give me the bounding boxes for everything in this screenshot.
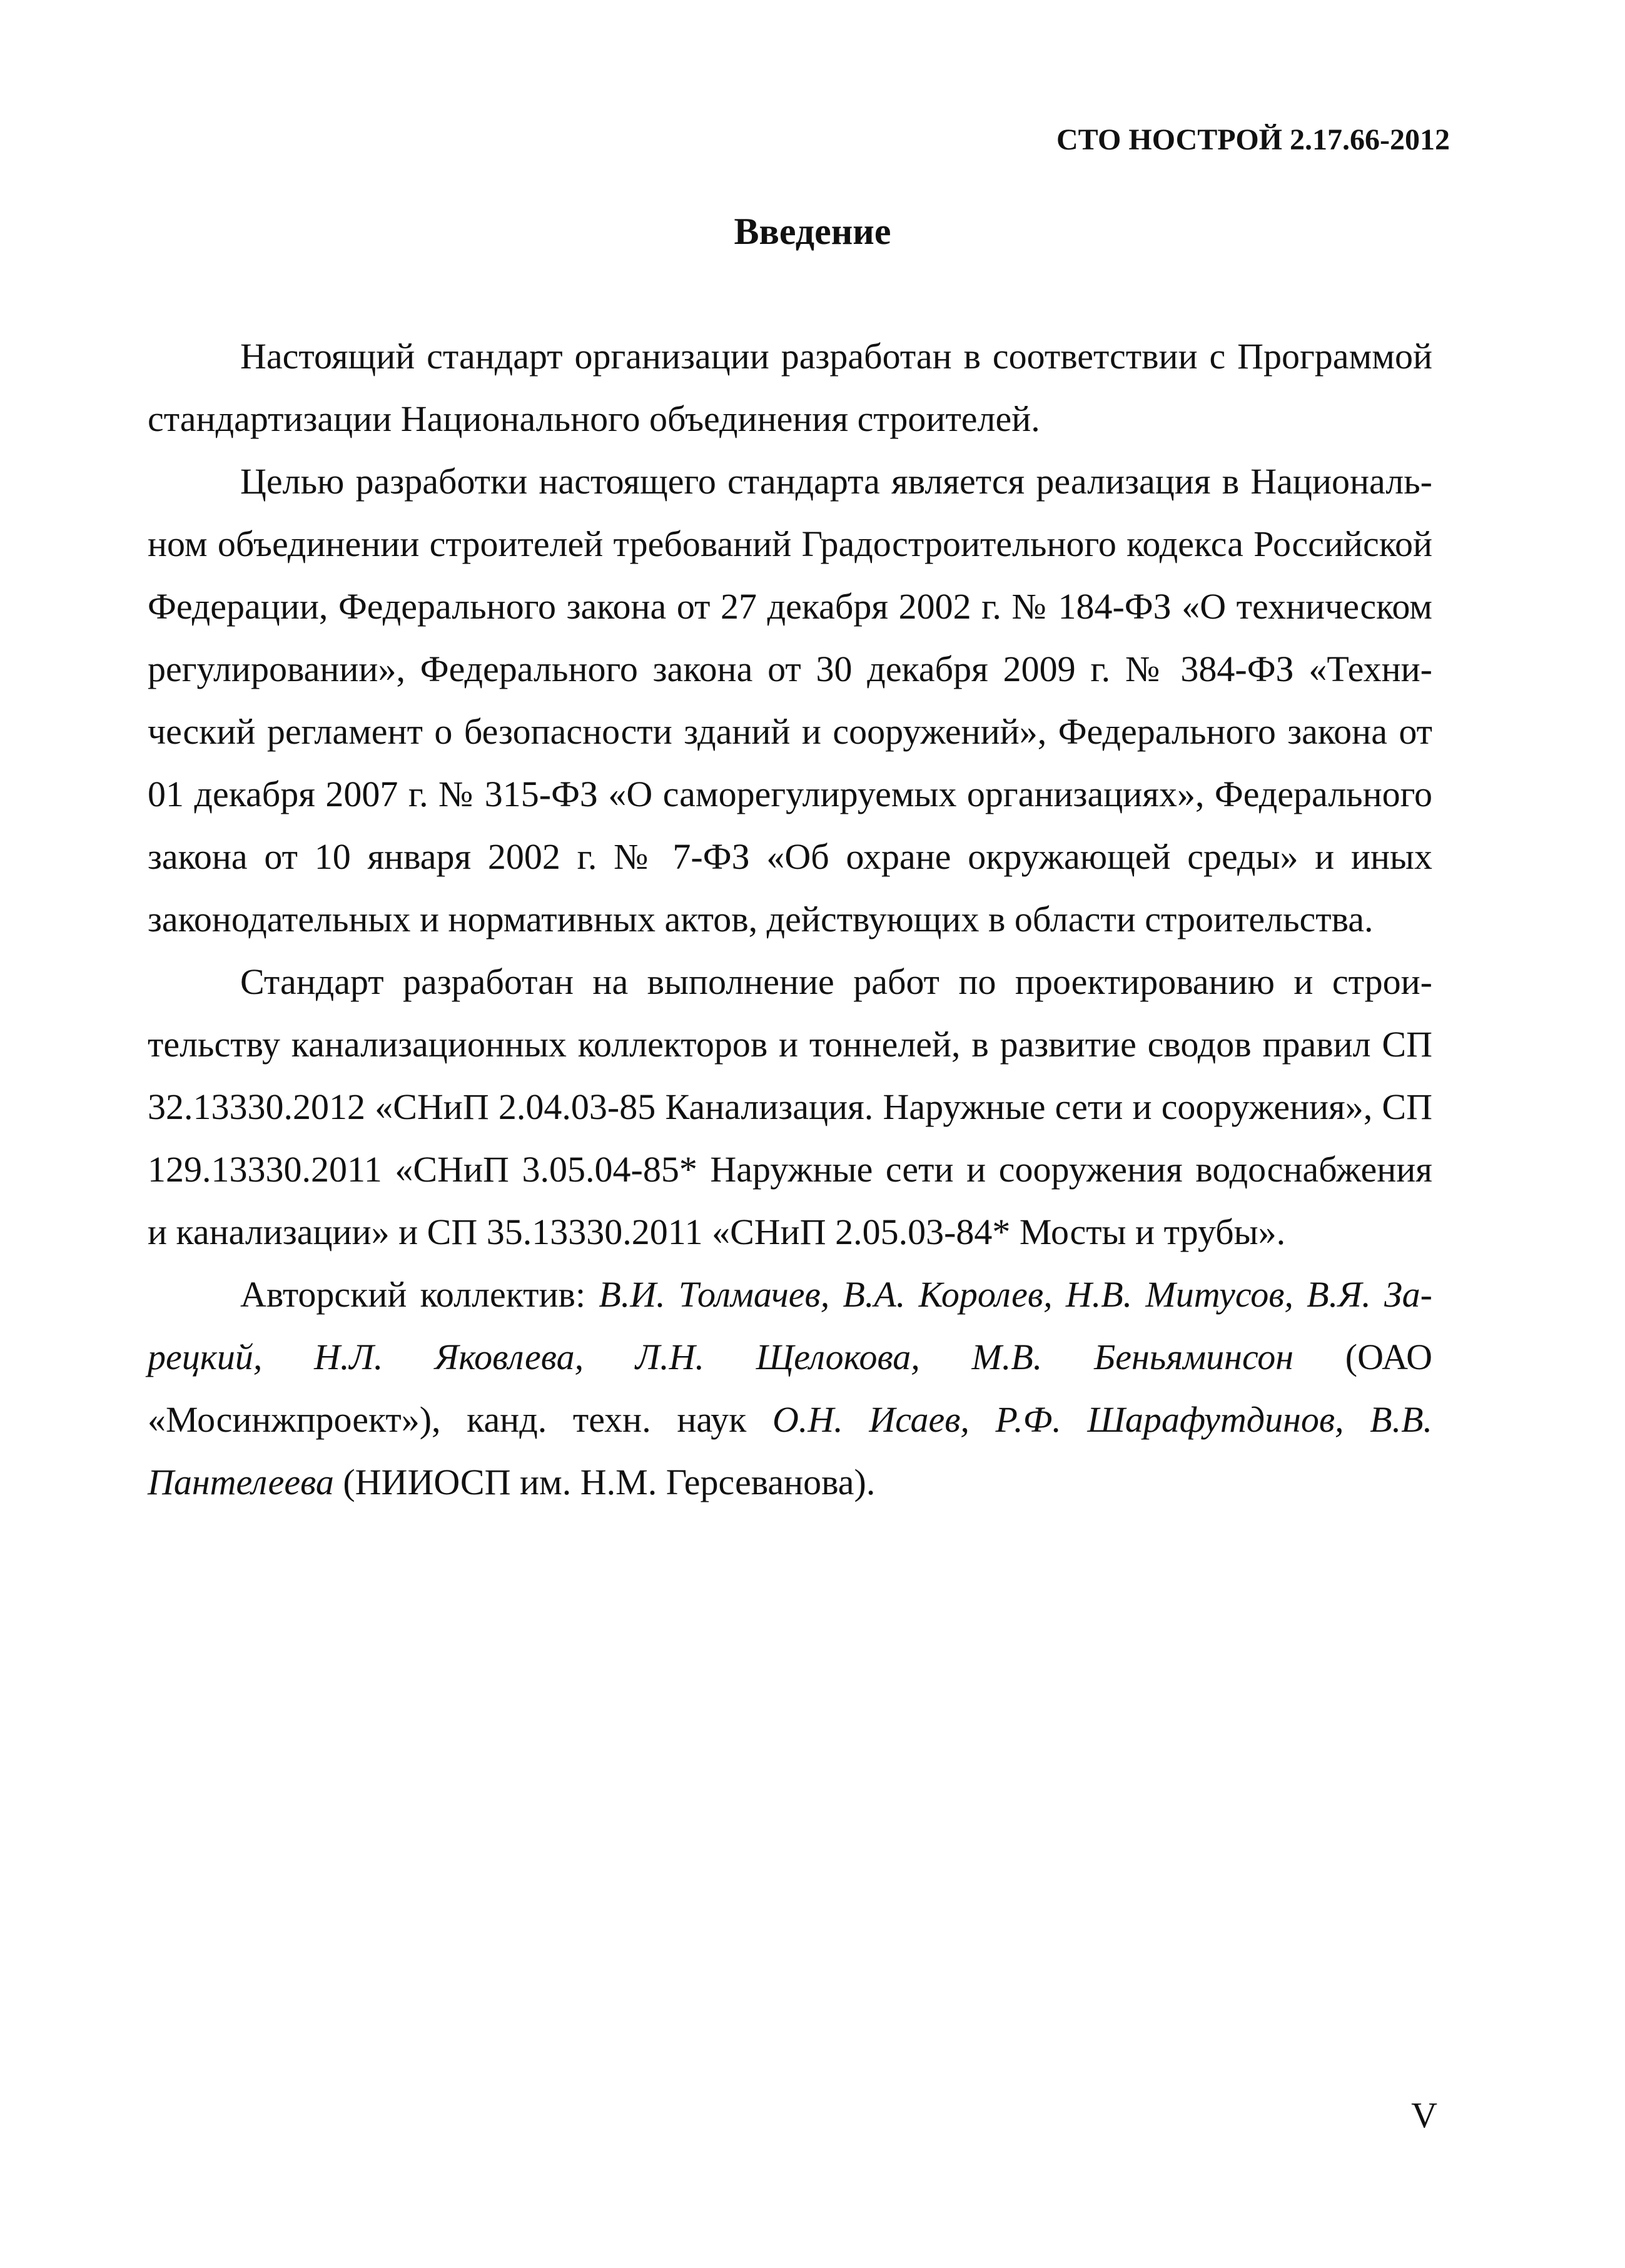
authors-names-mosinzh: В.И. Толмачев, В.А. Королев, Н.В. Митусов, В.Я. Зарецкий, Н.Л. Яковлева, Л.Н. Щелокова, М.В. Беньяминсон bbox=[148, 1274, 1432, 1377]
paragraph-goal: Целью разработки настоящего стандарта является реализация в Национальном объединении строителей требований Градостроительного кодекса Российской Федерации, Федерального закона от 27 декабря 2002 г. № 184-ФЗ «О техническом регулировании», Федерального закона от 30 декабря 2009 г. № 384-ФЗ «Технический регламент о безопасности зданий и сооружений», Федерального закона от 01 декабря 2007 г. № 315-ФЗ «О саморегулируемых организациях», Федерального закона от 10 января 2002 г. № 7-ФЗ «Об охране окружающей среды» и иных законодательных и нормативных актов, действующих в области строительства. bbox=[148, 461, 1432, 939]
authors-lead: Авторский коллектив: bbox=[240, 1274, 599, 1315]
paragraph-purpose: Настоящий стандарт организации разработан в соответствии с Программой стандартизации Национального объединения строителей. bbox=[148, 336, 1432, 439]
authors-org-mosinzh: (ОАО «Мосинжпроект»), канд. техн. наук bbox=[148, 1337, 1433, 1440]
authors-paragraph bbox=[148, 1263, 1432, 1514]
authors-names-niiosp: О.Н. Исаев, Р.Ф. Шарафутдинов, В.В. Пантелеева bbox=[148, 1399, 1432, 1502]
document-code: СТО НОСТРОЙ 2.17.66-2012 bbox=[1056, 123, 1450, 156]
document-body bbox=[148, 325, 1432, 1514]
paragraph-scope: Стандарт разработан на выполнение работ по проектированию и строительству канализационных коллекторов и тоннелей, в развитие сводов правил СП 32.13330.2012 «СНиП 2.04.03-85 Канализация. Наружные сети и сооружения», СП 129.13330.2011 «СНиП 3.05.04-85* Наружные сети и сооружения водоснабжения и канализации» и СП 35.13330.2011 «СНиП 2.05.03-84* Мосты и трубы». bbox=[148, 961, 1432, 1252]
page-number: V bbox=[1411, 2095, 1437, 2135]
section-title: Введение bbox=[734, 211, 891, 252]
authors-org-niiosp: (НИИОСП им. Н.М. Герсеванова). bbox=[333, 1462, 876, 1502]
